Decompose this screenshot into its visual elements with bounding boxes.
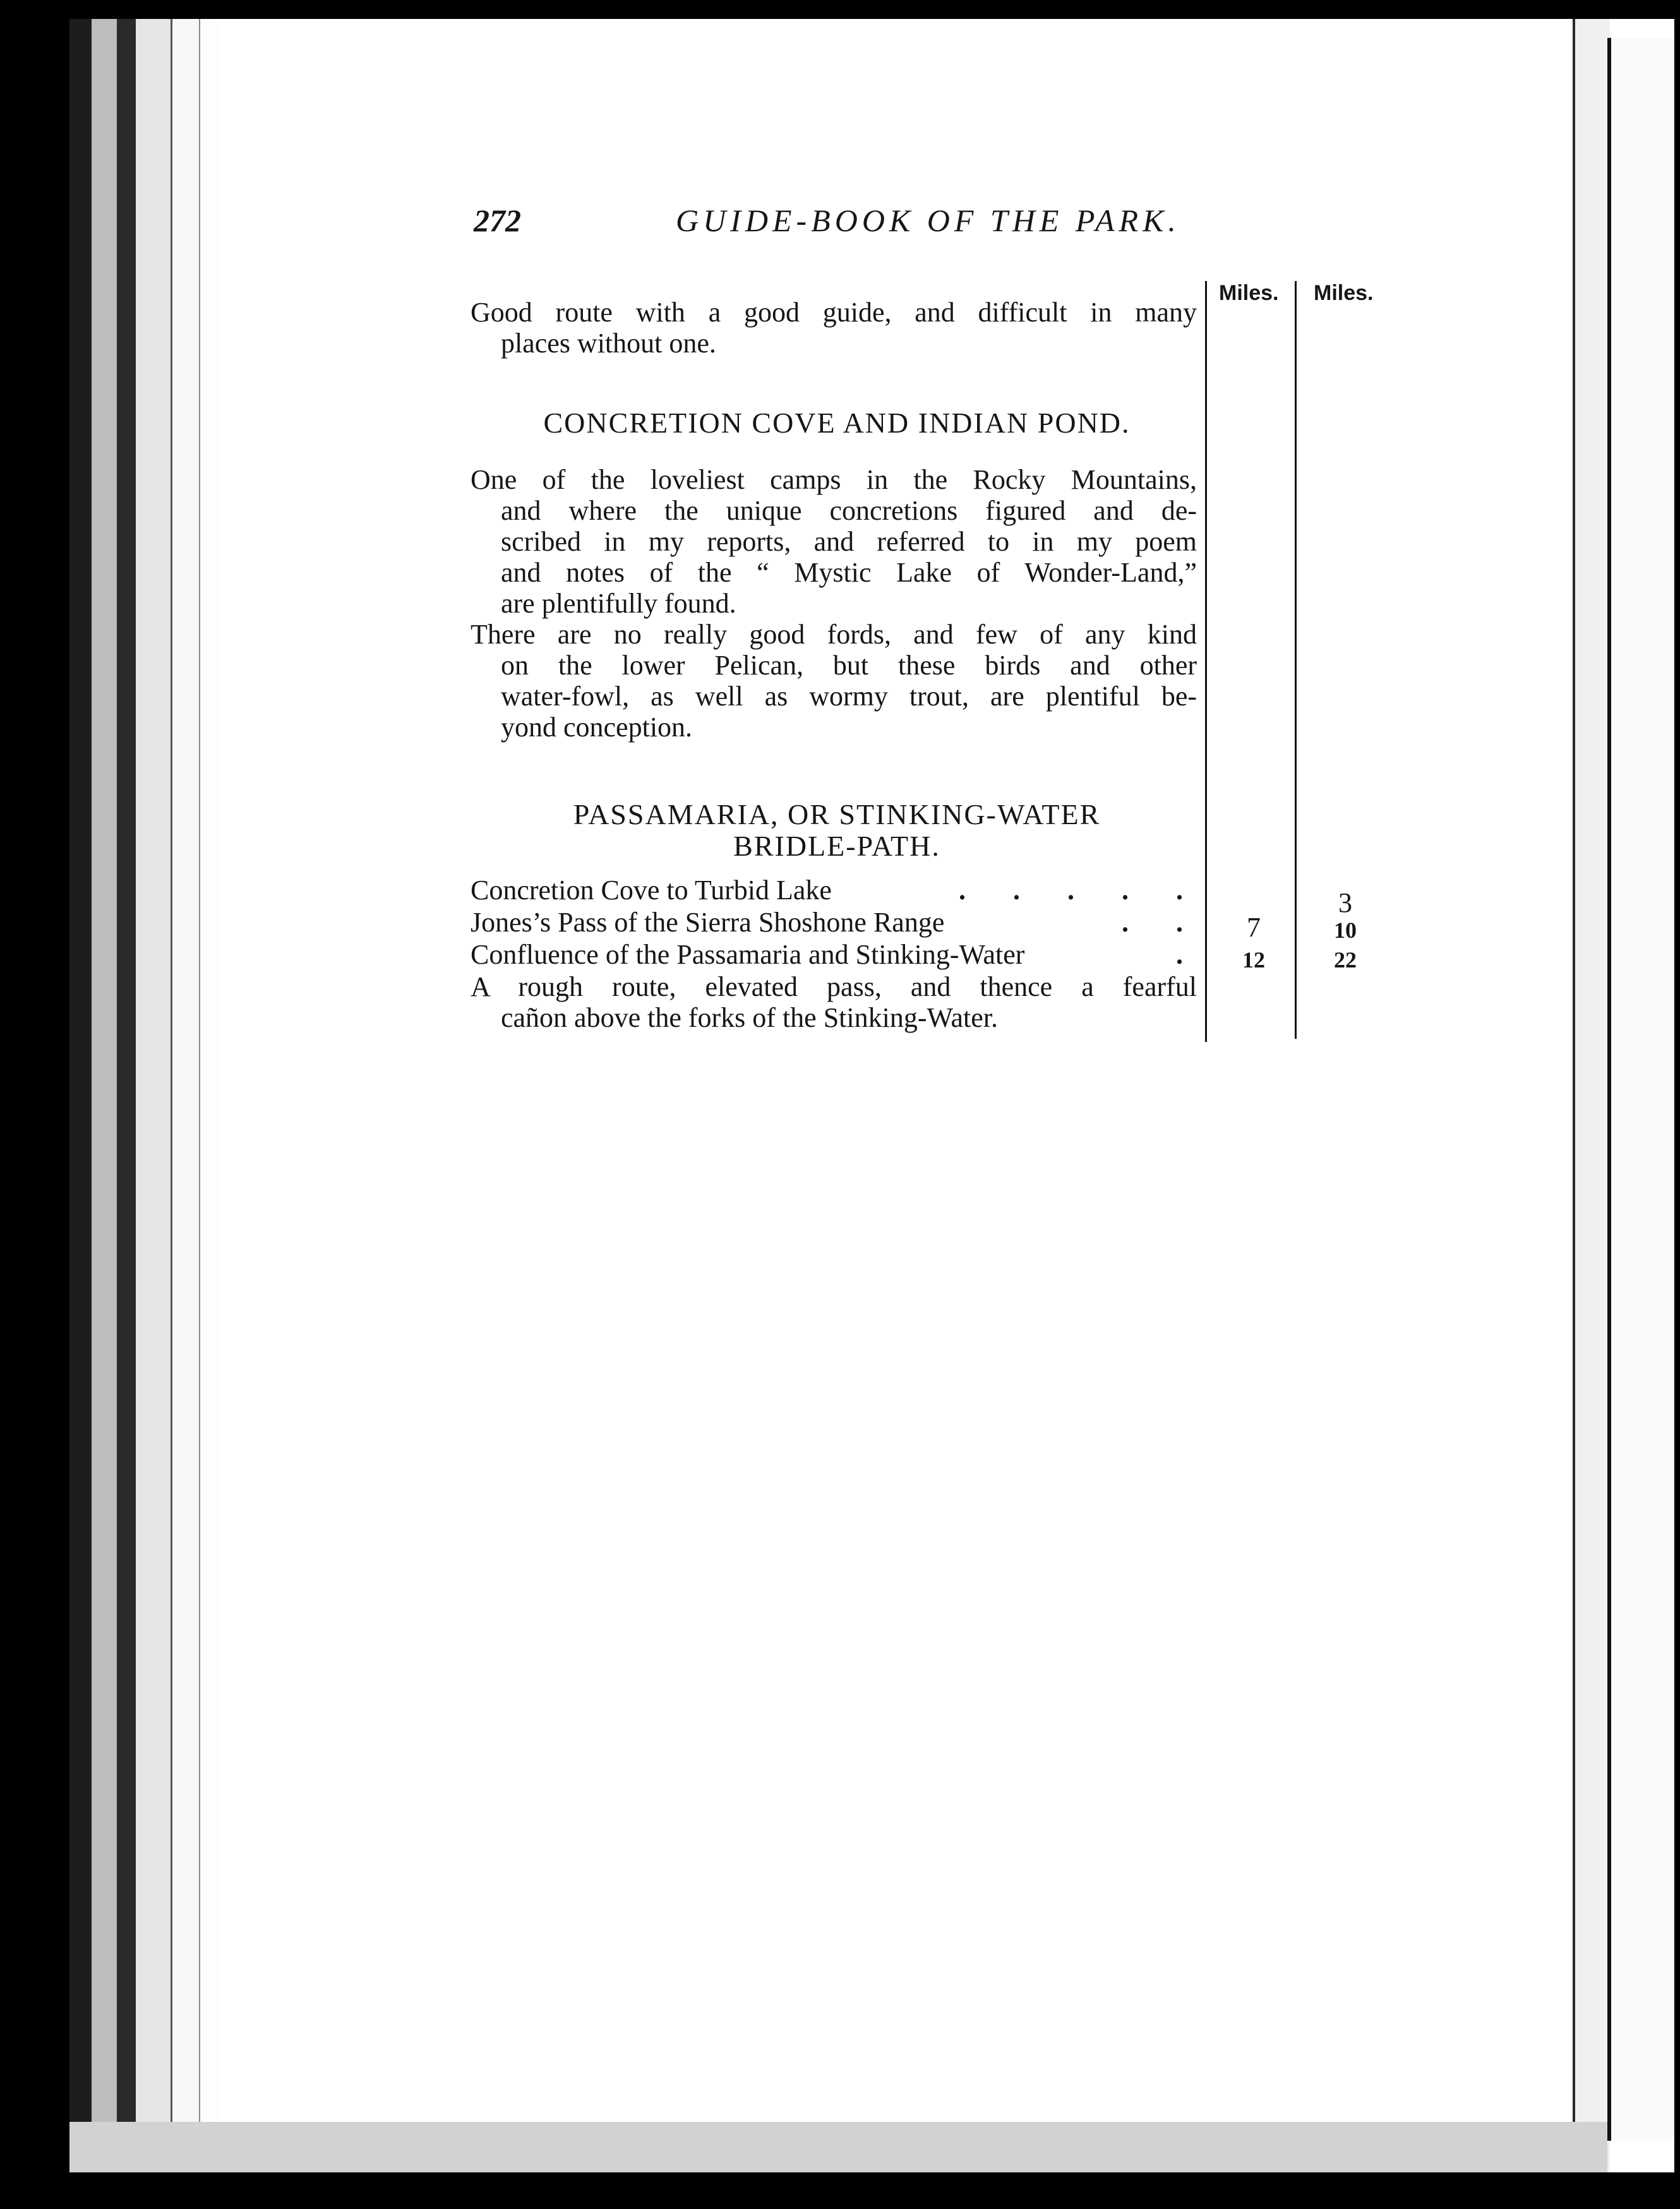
- page-stack-edge: [136, 19, 171, 2122]
- scan-border-top: [0, 0, 1680, 19]
- text-line: One of the loveliest camps in the Rocky Mountains,: [471, 464, 1197, 495]
- route-total-miles: 3: [1338, 887, 1352, 918]
- running-title: GUIDE-BOOK OF THE PARK.: [676, 203, 1180, 238]
- route-row: [471, 907, 1374, 943]
- route-total-miles: 10: [1334, 918, 1357, 943]
- section-heading: [471, 799, 1203, 862]
- leader-dots: .: [1176, 939, 1203, 970]
- leader-dots: . . . . .: [959, 875, 1203, 906]
- heading-line: PASSAMARIA, OR STINKING-WATER: [573, 798, 1101, 830]
- page-bottom-edge: [69, 2122, 1607, 2172]
- text-line: water-fowl, as well as wormy trout, are plentiful be-: [501, 681, 1197, 712]
- text-line: on the lower Pelican, but these birds and other: [501, 650, 1197, 681]
- route-row: [471, 939, 1374, 971]
- scan-border-bottom: [0, 2172, 1680, 2209]
- text-line: There are no really good fords, and few of any kind: [471, 619, 1197, 650]
- section-paragraph: [471, 464, 1197, 619]
- route-label: Jones’s Pass of the Sierra Shoshone Range: [471, 907, 945, 938]
- book-spine-edge: [69, 19, 92, 2122]
- page-stack-edge: [171, 19, 201, 2122]
- total-miles-column-heading: Miles.: [1314, 281, 1374, 305]
- running-head: [474, 202, 1206, 253]
- page-stack-edge: [117, 19, 136, 2122]
- text-line: Good route with a good guide, and difficult in many: [471, 297, 1197, 328]
- text-line: cañon above the forks of the Stinking-Water.: [501, 1002, 999, 1033]
- scan-border-right: [1674, 0, 1680, 2209]
- leader-dots: . .: [1122, 907, 1203, 938]
- page-stack-edge: [199, 19, 219, 2122]
- miles-column-heading: Miles.: [1219, 281, 1279, 305]
- section-heading: CONCRETION COVE AND INDIAN POND.: [543, 407, 1131, 439]
- text-line: A rough route, elevated pass, and thence a fearful: [471, 971, 1197, 1002]
- route-miles: 12: [1242, 947, 1265, 973]
- page-number: 272: [474, 203, 521, 238]
- page-stack-edge: [92, 19, 117, 2122]
- facing-page-edge: [1607, 38, 1680, 2141]
- route-total-miles: 22: [1334, 947, 1357, 973]
- route-row: [471, 875, 1374, 918]
- route-note: [471, 971, 1197, 1033]
- route-label: Confluence of the Passamaria and Stinking-Water: [471, 939, 1025, 970]
- text-line: scribed in my reports, and referred to in my poem: [501, 526, 1197, 557]
- route-miles: 7: [1247, 912, 1261, 943]
- text-line: yond conception.: [501, 712, 693, 743]
- text-line: and notes of the “ Mystic Lake of Wonder-Land,”: [501, 557, 1197, 588]
- text-line: places without one.: [501, 328, 716, 359]
- scan-border-left: [0, 0, 69, 2209]
- heading-line: BRIDLE-PATH.: [733, 830, 940, 862]
- route-label: Concretion Cove to Turbid Lake: [471, 875, 832, 906]
- intro-paragraph: [471, 297, 1197, 359]
- text-line: are plentifully found.: [501, 588, 736, 619]
- text-line: and where the unique concretions figured and de-: [501, 495, 1197, 526]
- page-gutter: [1573, 19, 1610, 2172]
- section-paragraph: [471, 619, 1197, 743]
